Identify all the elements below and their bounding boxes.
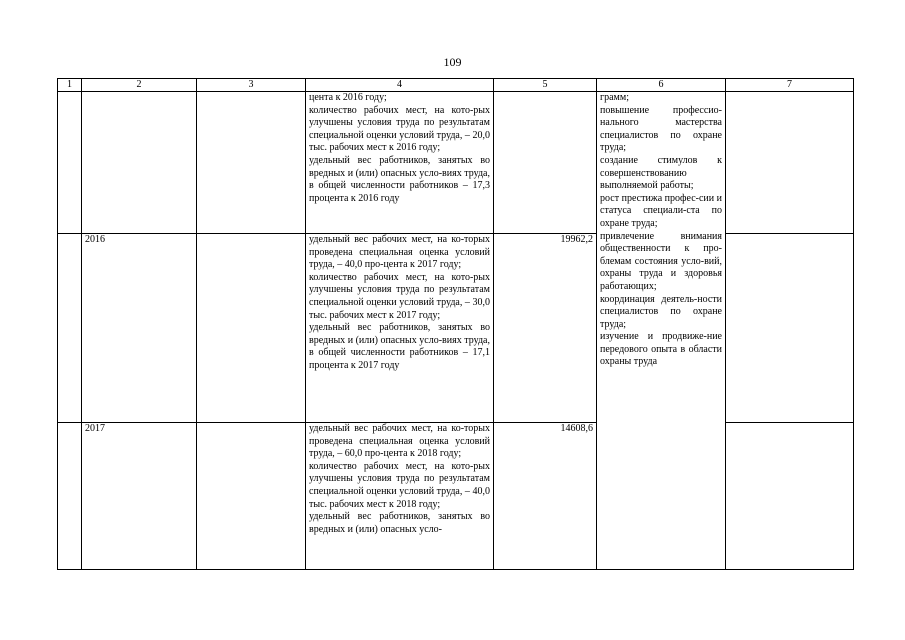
column-header-7: 7	[726, 79, 854, 92]
page-number: 109	[443, 55, 462, 69]
cell-col7	[726, 234, 854, 423]
column-header-1: 1	[58, 79, 82, 92]
cell-results: грамм; повышение профессио-нального мастерства специалистов по охране труда; создание стимулов к совершенствованию выполняемой работы; рост престижа профес-сии и статуса специали-ста по охране труда; привлечение внимания общественности к про-блемам состояния усло-вий, охраны труда и здоровья работающих; координация деятель-ности специалистов по охране труда; изучение и продвиже-ние передового опыта в области охраны труда	[597, 92, 726, 570]
cell-indicators: цента к 2016 году; количество рабочих мест, на кото-рых улучшены условия труда по результатам специальной оценки условий труда, – 20,0 тыс. рабочих мест к 2016 году; удельный вес работников, занятых во вредных и (или) опасных усло-виях труда, в общей численности работников – 17,3 процента к 2016 году	[306, 92, 494, 234]
cell-col3	[197, 92, 306, 234]
cell-year: 2016	[82, 234, 197, 423]
column-header-5: 5	[494, 79, 597, 92]
cell-col1	[58, 423, 82, 570]
cell-col1	[58, 92, 82, 234]
cell-year	[82, 92, 197, 234]
cell-indicators: удельный вес рабочих мест, на ко-торых проведена специальная оценка условий труда, – 60,0 про-цента к 2018 году; количество рабочих мест, на кото-рых улучшены условия труда по результатам специальной оценки условий труда, – 40,0 тыс. рабочих мест к 2018 году; удельный вес работников, занятых во вредных и (или) опасных усло-	[306, 423, 494, 570]
program-table	[57, 78, 854, 570]
table-row	[58, 234, 854, 423]
cell-col7	[726, 92, 854, 234]
column-header-3: 3	[197, 79, 306, 92]
cell-col3	[197, 234, 306, 423]
cell-amount	[494, 92, 597, 234]
cell-col7	[726, 423, 854, 570]
cell-amount: 19962,2	[494, 234, 597, 423]
table-row	[58, 92, 854, 234]
column-header-4: 4	[306, 79, 494, 92]
cell-col1	[58, 234, 82, 423]
cell-year: 2017	[82, 423, 197, 570]
table-row	[58, 423, 854, 570]
cell-indicators: удельный вес рабочих мест, на ко-торых проведена специальная оценка условий труда, – 40,0 про-цента к 2017 году; количество рабочих мест, на кото-рых улучшены условия труда по результатам специальной оценки условий труда, – 30,0 тыс. рабочих мест к 2017 году; удельный вес работников, занятых во вредных и (или) опасных усло-виях труда, в общей численности работников – 17,1 процента к 2017 году	[306, 234, 494, 423]
column-numbers-row	[58, 79, 854, 92]
cell-amount: 14608,6	[494, 423, 597, 570]
column-header-2: 2	[82, 79, 197, 92]
column-header-6: 6	[597, 79, 726, 92]
cell-col3	[197, 423, 306, 570]
